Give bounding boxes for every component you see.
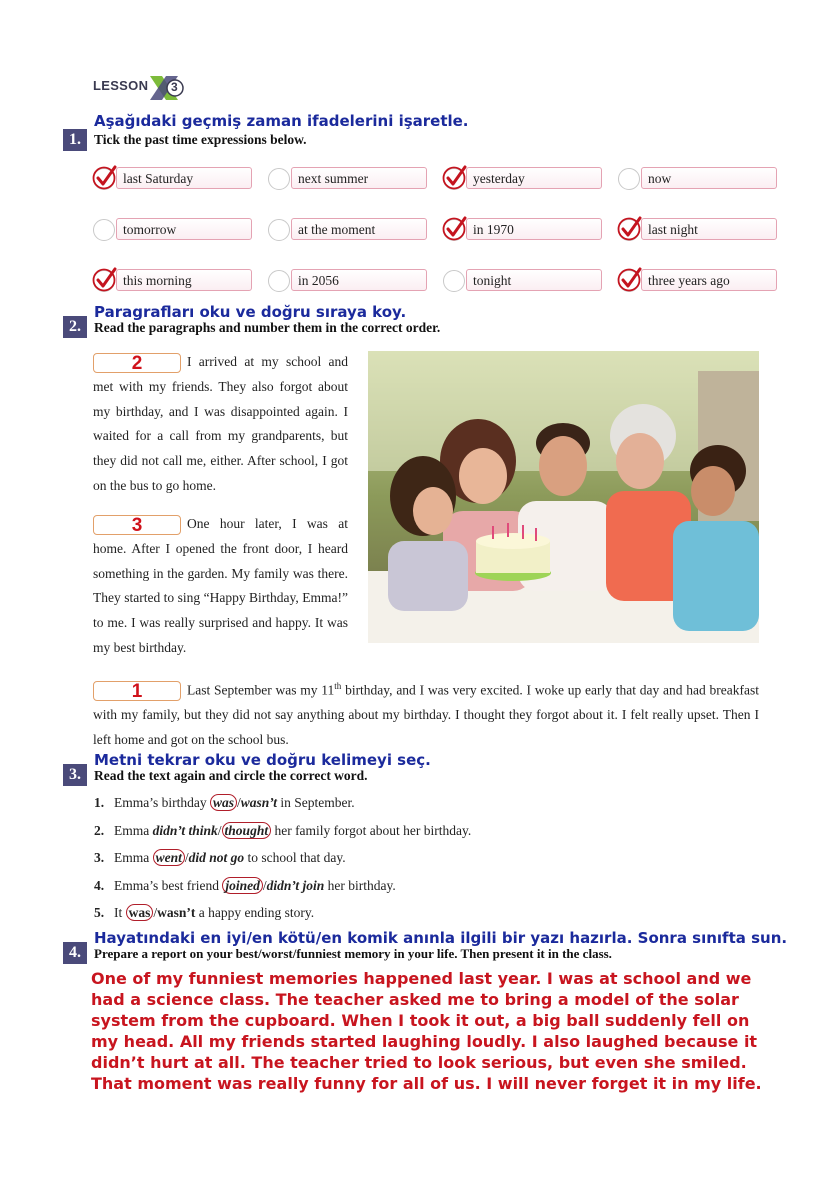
separator: / — [262, 877, 267, 893]
item-text: her family forgot about her birthday. — [271, 822, 472, 838]
lesson-label: LESSON — [93, 78, 149, 93]
q1-title-en: Tick the past time expressions below. — [94, 132, 307, 147]
item-text: Emma’s birthday — [114, 795, 210, 810]
q3-number: 3. — [63, 764, 87, 786]
separator: / — [184, 850, 189, 865]
option-last-night[interactable] — [618, 218, 784, 242]
option-this-morning[interactable] — [93, 269, 259, 293]
q4-number: 4. — [63, 942, 87, 964]
item-number: 4. — [94, 877, 105, 893]
option-tonight[interactable] — [443, 269, 609, 293]
q4-answer-text[interactable]: One of my funniest memories happened last year. I was at school and we had a science class. The teacher asked me to bring a model of the solar system from the cupboard. When I took it out, a big ball suddenly fell on my head. All my friends started laughing loudly. I also laughed because it didn’t hurt at all. The teacher tried to look serious, but even she smiled. That moment was really funny for all of us. I will never forget it in my life. — [91, 969, 762, 1093]
option-label: last night — [641, 218, 777, 240]
choice-a-circled[interactable]: was — [126, 904, 154, 921]
tick-circle[interactable] — [268, 168, 290, 190]
choice-a[interactable]: didn’t think — [152, 822, 218, 838]
item-text: Emma — [114, 822, 153, 838]
q4-title-tr: Hayatındaki en iyi/en kötü/en komik anınla ilgili bir yazı hazırla. Sonra sınıfta sun. — [94, 929, 788, 947]
checkmark-icon — [91, 265, 119, 293]
item-text: a happy ending story. — [195, 905, 315, 920]
option-next-summer[interactable] — [268, 167, 434, 191]
q3-item — [94, 878, 744, 906]
paragraph-text: Last September was my 11 — [187, 682, 335, 698]
checkmark-icon — [616, 265, 644, 293]
lesson-number: 3 — [171, 80, 178, 94]
separator: / — [153, 905, 158, 920]
paragraph-1 — [93, 674, 759, 753]
choice-a-circled[interactable]: was — [210, 794, 237, 811]
option-label: next summer — [291, 167, 427, 189]
option-last-saturday[interactable] — [93, 167, 259, 191]
order-box[interactable]: 1 — [93, 681, 181, 701]
choice-a-circled[interactable]: went — [153, 849, 185, 866]
separator: / — [237, 795, 241, 810]
option-in-2056[interactable] — [268, 269, 434, 293]
option-tomorrow[interactable] — [93, 218, 259, 242]
item-text: Emma’s best friend — [114, 877, 223, 893]
superscript: th — [334, 681, 342, 691]
paragraph-2 — [93, 350, 348, 499]
option-in-1970[interactable] — [443, 218, 609, 242]
choice-a-circled[interactable]: joined — [222, 877, 263, 894]
tick-circle[interactable] — [443, 270, 465, 292]
paragraph-text: birthday, and I was very excited. I woke up early that day and had breakfast with my family, but they did not say anything about my birthday. I thought they forgot about it. I felt really upset. Then I left home and got on the school bus. — [93, 682, 759, 748]
q3-title-tr: Metni tekrar oku ve doğru kelimeyi seç. — [94, 751, 431, 769]
option-three-years-ago[interactable] — [618, 269, 784, 293]
item-number: 1. — [94, 795, 105, 810]
option-label: at the moment — [291, 218, 427, 240]
paragraph-3 — [93, 512, 348, 661]
item-number: 2. — [94, 822, 105, 838]
q4-title-en: Prepare a report on your best/worst/funniest memory in your life. Then present it in the class. — [94, 946, 612, 961]
option-label: now — [641, 167, 777, 189]
choice-b-circled[interactable]: thought — [222, 822, 272, 839]
item-text: Emma — [114, 850, 153, 865]
checkmark-icon — [616, 214, 644, 242]
q3-items — [94, 795, 744, 933]
choice-b[interactable]: didn’t join — [266, 877, 325, 893]
paragraph-text: I arrived at my school and met with my friends. They also forgot about my birthday, and I was disappointed again. I waited for a call from my grandparents, but they did not call me, either. After school, I got on the bus to go home. — [93, 354, 348, 493]
q1-number: 1. — [63, 129, 87, 151]
q3-item — [94, 795, 744, 823]
checkmark-icon — [441, 214, 469, 242]
checkmark-icon — [91, 163, 119, 191]
q1-title-tr: Aşağıdaki geçmiş zaman ifadelerini işaretle. — [94, 112, 469, 130]
choice-b[interactable]: wasn’t — [240, 795, 278, 810]
tick-circle[interactable] — [618, 168, 640, 190]
q2-title-en: Read the paragraphs and number them in the correct order. — [94, 320, 441, 335]
lesson-badge — [148, 74, 186, 102]
birthday-family-photo — [368, 351, 759, 643]
item-text: her birthday. — [324, 877, 396, 893]
item-text: It — [114, 905, 126, 920]
choice-b[interactable]: wasn’t — [157, 905, 196, 920]
paragraph-text: One hour later, I was at home. After I opened the front door, I heard something in the garden. My family was there. They started to sing “Happy Birthday, Emma!” to me. I was really surprised and happy. It was my best birthday. — [93, 516, 348, 655]
item-number: 3. — [94, 850, 105, 865]
option-label: tomorrow — [116, 218, 252, 240]
item-text: to school that day. — [244, 850, 346, 865]
option-yesterday[interactable] — [443, 167, 609, 191]
option-label: three years ago — [641, 269, 777, 291]
option-label: in 1970 — [466, 218, 602, 240]
item-text: in September. — [277, 795, 355, 810]
choice-b[interactable]: did not go — [188, 850, 245, 865]
tick-circle[interactable] — [268, 270, 290, 292]
option-label: in 2056 — [291, 269, 427, 291]
order-box[interactable]: 3 — [93, 515, 181, 535]
q3-item — [94, 823, 744, 851]
item-number: 5. — [94, 905, 105, 920]
option-at-the-moment[interactable] — [268, 218, 434, 242]
q3-title-en: Read the text again and circle the correct word. — [94, 768, 368, 783]
order-box[interactable]: 2 — [93, 353, 181, 373]
checkmark-icon — [441, 163, 469, 191]
q3-item — [94, 850, 744, 878]
option-label: this morning — [116, 269, 252, 291]
option-label: tonight — [466, 269, 602, 291]
option-label: yesterday — [466, 167, 602, 189]
q2-number: 2. — [63, 316, 87, 338]
tick-circle[interactable] — [268, 219, 290, 241]
option-now[interactable] — [618, 167, 784, 191]
tick-circle[interactable] — [93, 219, 115, 241]
option-label: last Saturday — [116, 167, 252, 189]
q2-title-tr: Paragrafları oku ve doğru sıraya koy. — [94, 303, 407, 321]
separator: / — [217, 822, 222, 838]
